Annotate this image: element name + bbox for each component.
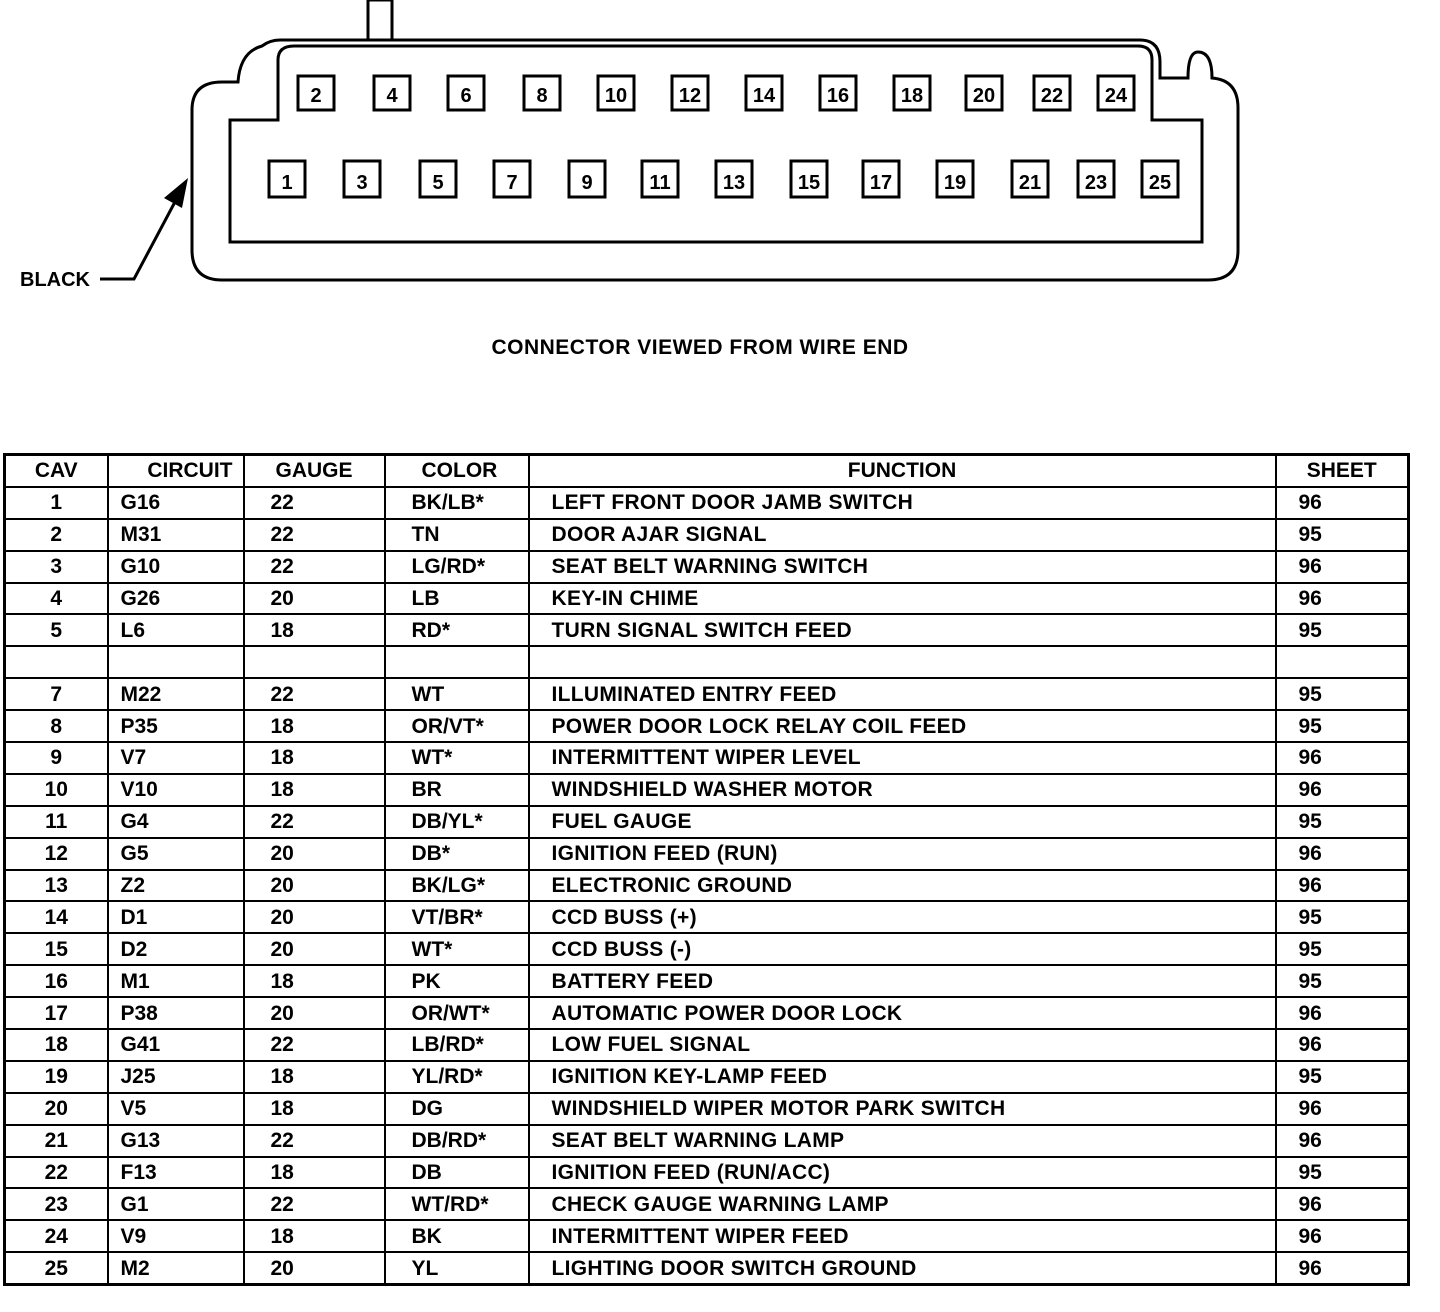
cell-function: POWER DOOR LOCK RELAY COIL FEED (529, 710, 1276, 742)
cell-function: KEY-IN CHIME (529, 583, 1276, 615)
cell-circuit: G4 (108, 806, 244, 838)
cell-cav: 2 (5, 519, 108, 551)
callout-arrow-icon (164, 178, 188, 208)
cell-gauge: 18 (244, 710, 385, 742)
cell-color: DB (385, 1157, 529, 1189)
pin-number-label: 19 (943, 172, 967, 194)
pin-number-label: 20 (972, 85, 996, 107)
cell-color: WT* (385, 933, 529, 965)
cell-color: DB* (385, 838, 529, 870)
cell-sheet: 95 (1276, 519, 1409, 551)
table-row (5, 1029, 1409, 1061)
cell-color: BR (385, 774, 529, 806)
table-header-row (5, 455, 1409, 487)
cell-gauge: 22 (244, 678, 385, 710)
header-circuit: CIRCUIT (108, 455, 244, 487)
cell-color: DG (385, 1093, 529, 1125)
cell-sheet: 95 (1276, 1061, 1409, 1093)
table-row (5, 965, 1409, 997)
cell-gauge: 20 (244, 1252, 385, 1284)
cell-cav: 14 (5, 901, 108, 933)
cell-color: OR/VT* (385, 710, 529, 742)
table-row (5, 583, 1409, 615)
cell-sheet: 95 (1276, 614, 1409, 646)
cell-circuit: G5 (108, 838, 244, 870)
cell-function: IGNITION FEED (RUN) (529, 838, 1276, 870)
table-row (5, 1061, 1409, 1093)
cell-color: DB/YL* (385, 806, 529, 838)
pin-number-label: 21 (1018, 172, 1042, 194)
callout-label: BLACK (20, 269, 90, 291)
cell-color: WT* (385, 742, 529, 774)
cell-circuit: P38 (108, 997, 244, 1029)
cell-color: RD* (385, 614, 529, 646)
pin-number-label: 23 (1084, 172, 1108, 194)
cell-circuit: V10 (108, 774, 244, 806)
bottom-pin-row (269, 161, 1178, 197)
pin-number-label: 15 (797, 172, 821, 194)
cell-circuit: L6 (108, 614, 244, 646)
cell-cav: 4 (5, 583, 108, 615)
cell-function: IGNITION KEY-LAMP FEED (529, 1061, 1276, 1093)
cell-function: IGNITION FEED (RUN/ACC) (529, 1157, 1276, 1189)
cell-sheet: 96 (1276, 1188, 1409, 1220)
cell-gauge: 22 (244, 806, 385, 838)
cell-sheet (1276, 646, 1409, 678)
cell-function: AUTOMATIC POWER DOOR LOCK (529, 997, 1276, 1029)
table-row (5, 870, 1409, 902)
cell-cav: 22 (5, 1157, 108, 1189)
cell-circuit (108, 646, 244, 678)
table-row (5, 742, 1409, 774)
table-row (5, 838, 1409, 870)
header-color: COLOR (385, 455, 529, 487)
diagram-caption: CONNECTOR VIEWED FROM WIRE END (491, 336, 909, 359)
pin-number-label: 25 (1148, 172, 1172, 194)
cell-gauge: 18 (244, 774, 385, 806)
callout-leader-line (100, 200, 176, 279)
table-row (5, 1220, 1409, 1252)
cell-circuit: G26 (108, 583, 244, 615)
cell-color: TN (385, 519, 529, 551)
cell-circuit: V5 (108, 1093, 244, 1125)
pin-number-label: 12 (678, 85, 702, 107)
cell-gauge: 18 (244, 1157, 385, 1189)
cell-cav: 18 (5, 1029, 108, 1061)
cell-gauge: 20 (244, 870, 385, 902)
cell-cav: 23 (5, 1188, 108, 1220)
cell-function: DOOR AJAR SIGNAL (529, 519, 1276, 551)
top-pin-row (298, 76, 1134, 110)
cell-function: INTERMITTENT WIPER FEED (529, 1220, 1276, 1252)
cell-circuit: D2 (108, 933, 244, 965)
cell-cav: 3 (5, 551, 108, 583)
table-row (5, 551, 1409, 583)
pin-number-label: 3 (356, 172, 368, 194)
cell-color: BK/LG* (385, 870, 529, 902)
cell-sheet: 96 (1276, 870, 1409, 902)
cell-gauge: 20 (244, 838, 385, 870)
cell-gauge: 18 (244, 1220, 385, 1252)
pin-number-label: 13 (722, 172, 746, 194)
cell-gauge: 18 (244, 1093, 385, 1125)
cell-function: ILLUMINATED ENTRY FEED (529, 678, 1276, 710)
pin-number-label: 1 (281, 172, 293, 194)
cell-gauge: 20 (244, 901, 385, 933)
cell-cav: 16 (5, 965, 108, 997)
cell-gauge: 18 (244, 965, 385, 997)
table-row (5, 901, 1409, 933)
cell-function: FUEL GAUGE (529, 806, 1276, 838)
pin-number-label: 2 (310, 85, 322, 107)
table-row (5, 519, 1409, 551)
cell-cav: 11 (5, 806, 108, 838)
table-row (5, 1157, 1409, 1189)
pin-number-label: 22 (1040, 85, 1064, 107)
cell-sheet: 96 (1276, 1252, 1409, 1284)
cell-sheet: 95 (1276, 806, 1409, 838)
table-row (5, 933, 1409, 965)
cell-gauge: 22 (244, 1188, 385, 1220)
cell-color: BK (385, 1220, 529, 1252)
cell-gauge: 20 (244, 933, 385, 965)
cell-cav: 5 (5, 614, 108, 646)
table-row (5, 487, 1409, 519)
cell-circuit: G16 (108, 487, 244, 519)
cell-gauge: 22 (244, 519, 385, 551)
pin-number-label: 16 (826, 85, 850, 107)
cell-function: BATTERY FEED (529, 965, 1276, 997)
cell-color: LB/RD* (385, 1029, 529, 1061)
pin-number-label: 9 (581, 172, 593, 194)
cell-function: ELECTRONIC GROUND (529, 870, 1276, 902)
cell-color: YL (385, 1252, 529, 1284)
table-row (5, 1252, 1409, 1284)
cell-function: WINDSHIELD WASHER MOTOR (529, 774, 1276, 806)
cell-sheet: 96 (1276, 997, 1409, 1029)
cell-sheet: 96 (1276, 551, 1409, 583)
cell-circuit: M2 (108, 1252, 244, 1284)
cell-cav: 12 (5, 838, 108, 870)
header-gauge: GAUGE (244, 455, 385, 487)
cell-sheet: 95 (1276, 933, 1409, 965)
cell-sheet: 95 (1276, 1157, 1409, 1189)
cell-circuit: D1 (108, 901, 244, 933)
cell-sheet: 95 (1276, 710, 1409, 742)
cell-gauge: 20 (244, 997, 385, 1029)
cell-color: LB (385, 583, 529, 615)
cell-cav: 8 (5, 710, 108, 742)
pin-number-label: 7 (506, 172, 518, 194)
cell-function: CCD BUSS (-) (529, 933, 1276, 965)
cell-sheet: 96 (1276, 838, 1409, 870)
pin-number-label: 11 (649, 172, 671, 194)
cell-gauge: 18 (244, 742, 385, 774)
cell-function: SEAT BELT WARNING LAMP (529, 1125, 1276, 1157)
cell-circuit: M1 (108, 965, 244, 997)
header-sheet: SHEET (1276, 455, 1409, 487)
cell-circuit: G41 (108, 1029, 244, 1061)
cell-circuit: G10 (108, 551, 244, 583)
connector-diagram (0, 0, 1440, 330)
cell-function: WINDSHIELD WIPER MOTOR PARK SWITCH (529, 1093, 1276, 1125)
cell-gauge: 22 (244, 487, 385, 519)
cell-color: OR/WT* (385, 997, 529, 1029)
cell-cav (5, 646, 108, 678)
cell-color: LG/RD* (385, 551, 529, 583)
cell-sheet: 96 (1276, 1093, 1409, 1125)
table-row (5, 646, 1409, 678)
cell-color: WT (385, 678, 529, 710)
pin-number-label: 14 (752, 85, 776, 107)
pin-number-label: 17 (869, 172, 893, 194)
cell-color: WT/RD* (385, 1188, 529, 1220)
cell-cav: 21 (5, 1125, 108, 1157)
cell-sheet: 96 (1276, 1029, 1409, 1061)
cell-function: LIGHTING DOOR SWITCH GROUND (529, 1252, 1276, 1284)
cell-cav: 1 (5, 487, 108, 519)
cell-sheet: 96 (1276, 1220, 1409, 1252)
cell-sheet: 96 (1276, 774, 1409, 806)
connector-key-tab (368, 0, 392, 40)
cell-circuit: P35 (108, 710, 244, 742)
table-row (5, 1188, 1409, 1220)
table-row (5, 710, 1409, 742)
table-row (5, 1125, 1409, 1157)
cell-function: LOW FUEL SIGNAL (529, 1029, 1276, 1061)
cell-gauge: 20 (244, 583, 385, 615)
cell-function: CHECK GAUGE WARNING LAMP (529, 1188, 1276, 1220)
cell-circuit: V7 (108, 742, 244, 774)
cell-color: YL/RD* (385, 1061, 529, 1093)
pin-number-label: 6 (460, 85, 472, 107)
cell-sheet: 95 (1276, 678, 1409, 710)
cell-color: PK (385, 965, 529, 997)
cell-color: DB/RD* (385, 1125, 529, 1157)
cell-circuit: G1 (108, 1188, 244, 1220)
cell-function: INTERMITTENT WIPER LEVEL (529, 742, 1276, 774)
cell-sheet: 96 (1276, 583, 1409, 615)
cell-circuit: M22 (108, 678, 244, 710)
header-function: FUNCTION (529, 455, 1276, 487)
table-row (5, 774, 1409, 806)
cell-color: VT/BR* (385, 901, 529, 933)
cell-function: SEAT BELT WARNING SWITCH (529, 551, 1276, 583)
cell-gauge: 18 (244, 614, 385, 646)
cell-circuit: F13 (108, 1157, 244, 1189)
pinout-table (3, 453, 1410, 1286)
cell-sheet: 95 (1276, 901, 1409, 933)
cell-cav: 17 (5, 997, 108, 1029)
cell-sheet: 96 (1276, 487, 1409, 519)
cell-sheet: 95 (1276, 965, 1409, 997)
cell-circuit: J25 (108, 1061, 244, 1093)
table-row (5, 806, 1409, 838)
header-cav: CAV (5, 455, 108, 487)
cell-function: CCD BUSS (+) (529, 901, 1276, 933)
cell-circuit: M31 (108, 519, 244, 551)
pin-number-label: 24 (1104, 85, 1128, 107)
cell-circuit: G13 (108, 1125, 244, 1157)
table-row (5, 614, 1409, 646)
table-row (5, 997, 1409, 1029)
cell-cav: 9 (5, 742, 108, 774)
pin-number-label: 18 (900, 85, 924, 107)
cell-sheet: 96 (1276, 1125, 1409, 1157)
cell-color: BK/LB* (385, 487, 529, 519)
pin-number-label: 4 (386, 85, 398, 107)
cell-gauge: 18 (244, 1061, 385, 1093)
cell-cav: 25 (5, 1252, 108, 1284)
cell-gauge: 22 (244, 1029, 385, 1061)
cell-cav: 15 (5, 933, 108, 965)
cell-cav: 20 (5, 1093, 108, 1125)
cell-cav: 13 (5, 870, 108, 902)
cell-gauge (244, 646, 385, 678)
cell-cav: 10 (5, 774, 108, 806)
table-row (5, 678, 1409, 710)
cell-cav: 24 (5, 1220, 108, 1252)
cell-gauge: 22 (244, 1125, 385, 1157)
pin-number-label: 8 (536, 85, 548, 107)
cell-circuit: V9 (108, 1220, 244, 1252)
pin-number-label: 5 (432, 172, 444, 194)
cell-circuit: Z2 (108, 870, 244, 902)
cell-gauge: 22 (244, 551, 385, 583)
pin-number-label: 10 (604, 85, 628, 107)
cell-function: LEFT FRONT DOOR JAMB SWITCH (529, 487, 1276, 519)
cell-function (529, 646, 1276, 678)
cell-function: TURN SIGNAL SWITCH FEED (529, 614, 1276, 646)
cell-color (385, 646, 529, 678)
cell-cav: 7 (5, 678, 108, 710)
cell-sheet: 96 (1276, 742, 1409, 774)
table-row (5, 1093, 1409, 1125)
cell-cav: 19 (5, 1061, 108, 1093)
